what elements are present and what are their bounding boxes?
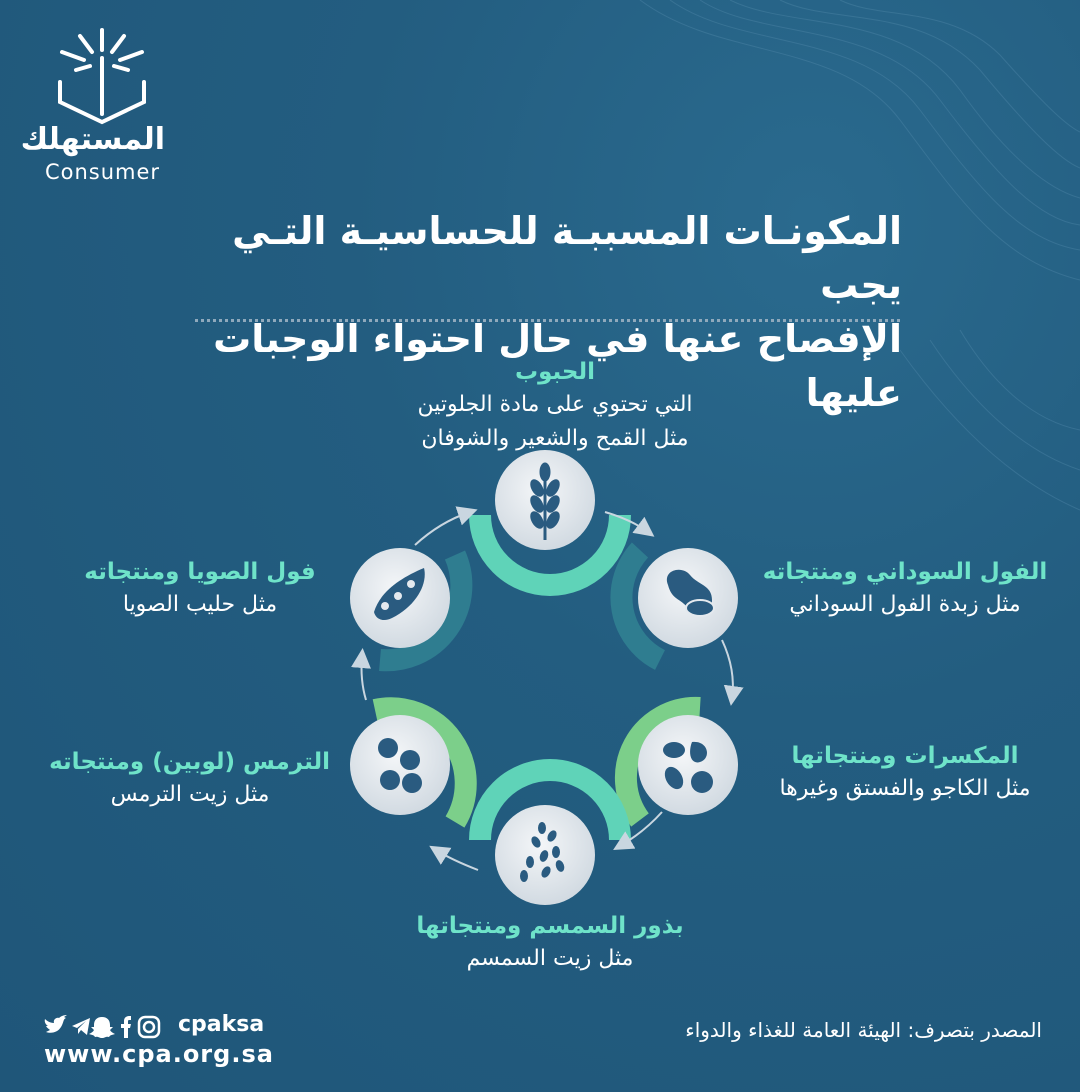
- circle-peanut: [638, 548, 738, 648]
- label-sesame: [400, 910, 700, 976]
- sesame-name: بذور السمسم ومنتجاتها: [416, 913, 684, 939]
- social-handle[interactable]: cpaksa: [178, 1012, 265, 1037]
- grains-name: الحبوب: [514, 359, 596, 385]
- arrow-4: [436, 850, 478, 870]
- lupin-desc: مثل زيت الترمس: [110, 782, 270, 807]
- sesame-desc: مثل زيت السمسم: [466, 946, 634, 971]
- circle-nuts: [638, 715, 738, 815]
- nuts-name: المكسرات ومنتجاتها: [791, 743, 1019, 769]
- snapchat-icon[interactable]: [89, 1017, 115, 1038]
- brand-name-arabic: المستهلك: [20, 122, 165, 157]
- telegram-icon[interactable]: [72, 1018, 90, 1035]
- nuts-desc: مثل الكاجو والفستق وغيرها: [779, 776, 1031, 801]
- grains-desc-2: مثل القمح والشعير والشوفان: [421, 426, 689, 451]
- soy-name: فول الصويا ومنتجاته: [84, 559, 316, 585]
- soy-desc: مثل حليب الصويا: [122, 592, 278, 617]
- twitter-icon[interactable]: [45, 1015, 67, 1033]
- circle-lupin: [350, 715, 450, 815]
- label-peanut: [750, 556, 1060, 622]
- circle-soy: [350, 548, 450, 648]
- circle-sesame: [495, 805, 595, 905]
- arrow-2: [722, 640, 733, 698]
- website-link[interactable]: www.cpa.org.sa: [44, 1040, 274, 1068]
- source-note: المصدر بتصرف: الهيئة العامة للغذاء والدواء: [685, 1018, 1042, 1042]
- title-line-1: المكونـات المسببـة للحساسيـة التـي يجب: [232, 209, 902, 307]
- label-nuts: [750, 740, 1060, 806]
- instagram-icon[interactable]: [139, 1017, 159, 1037]
- grains-desc-1: التي تحتوي على مادة الجلوتين: [417, 392, 693, 417]
- label-grains: [390, 356, 720, 456]
- social-icons-row: [44, 1014, 174, 1040]
- arrow-6: [415, 512, 470, 545]
- title-line-2: الإفصاح عنها في حال احتواء الوجبات عليها: [213, 317, 902, 415]
- label-soy: [60, 556, 340, 622]
- peanut-name: الفول السوداني ومنتجاته: [762, 559, 1048, 585]
- arrow-5: [362, 656, 367, 700]
- lupin-name: الترمس (لوبين) ومنتجاته: [49, 749, 330, 775]
- brand-name-english: Consumer: [44, 160, 161, 184]
- label-lupin: [50, 746, 330, 812]
- instagram-lens: [144, 1022, 154, 1032]
- peanut-desc: مثل زبدة الفول السوداني: [789, 592, 1021, 617]
- circle-grains: [495, 450, 595, 550]
- facebook-icon[interactable]: [121, 1016, 131, 1038]
